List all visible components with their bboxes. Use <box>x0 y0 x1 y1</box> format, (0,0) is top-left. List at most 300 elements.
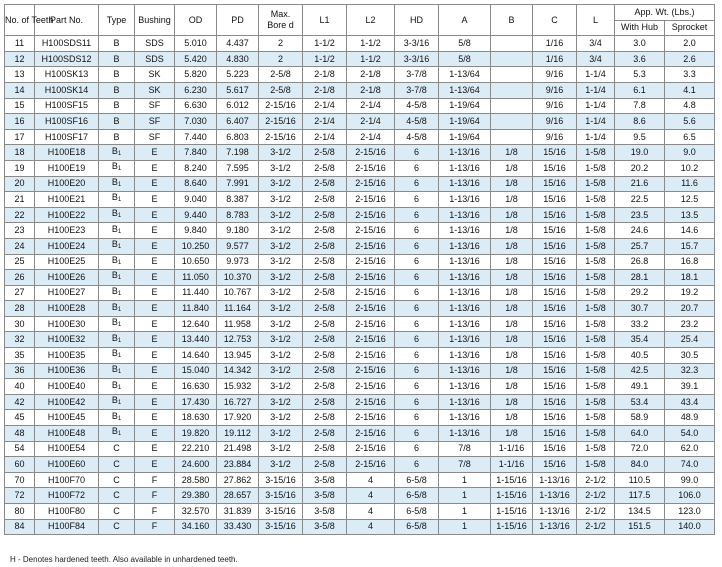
cell-part-no: H100E22 <box>35 207 99 223</box>
table-row <box>5 82 715 98</box>
cell-max-bore: 3-1/2 <box>259 379 303 395</box>
cell-a: 1-13/16 <box>439 238 491 254</box>
cell-l: 1-5/8 <box>577 207 615 223</box>
cell-part-no: H100E40 <box>35 379 99 395</box>
cell-od: 5.420 <box>175 51 217 67</box>
sprocket-spec-sheet <box>4 4 715 535</box>
cell-max-bore: 3-1/2 <box>259 410 303 426</box>
cell-max-bore: 3-15/16 <box>259 504 303 520</box>
cell-pd: 7.595 <box>217 160 259 176</box>
cell-od: 15.040 <box>175 363 217 379</box>
cell-weight-sprocket: 30.5 <box>665 348 715 364</box>
cell-b: 1/8 <box>491 301 533 317</box>
cell-b: 1/8 <box>491 426 533 442</box>
cell-l2: 2-15/16 <box>347 348 395 364</box>
cell-type: B1 <box>99 270 135 286</box>
type-subscript: 1 <box>117 259 122 266</box>
cell-type: C <box>99 504 135 520</box>
cell-l: 1-5/8 <box>577 254 615 270</box>
cell-l2: 2-15/16 <box>347 301 395 317</box>
cell-part-no: H100SF17 <box>35 129 99 145</box>
cell-bushing: F <box>135 488 175 504</box>
cell-teeth: 12 <box>5 51 35 67</box>
cell-l1: 1-1/2 <box>303 51 347 67</box>
cell-l: 2-1/2 <box>577 472 615 488</box>
table-row <box>5 332 715 348</box>
table-row <box>5 285 715 301</box>
header-b: B <box>491 5 533 36</box>
cell-od: 12.640 <box>175 316 217 332</box>
cell-hd: 6 <box>395 301 439 317</box>
cell-type: B1 <box>99 301 135 317</box>
cell-l: 1-5/8 <box>577 145 615 161</box>
cell-teeth: 48 <box>5 426 35 442</box>
cell-max-bore: 3-1/2 <box>259 160 303 176</box>
cell-c: 1-13/16 <box>533 488 577 504</box>
cell-c: 1-13/16 <box>533 504 577 520</box>
table-row <box>5 129 715 145</box>
cell-pd: 5.617 <box>217 82 259 98</box>
cell-od: 32.570 <box>175 504 217 520</box>
cell-weight-with-hub: 134.5 <box>615 504 665 520</box>
table-row <box>5 36 715 52</box>
type-subscript: 1 <box>117 244 122 251</box>
cell-l2: 2-15/16 <box>347 145 395 161</box>
cell-c: 15/16 <box>533 457 577 473</box>
cell-l: 3/4 <box>577 36 615 52</box>
cell-bushing: E <box>135 223 175 239</box>
header-l: L <box>577 5 615 36</box>
header-weight: App. Wt. (Lbs.) <box>615 5 715 21</box>
cell-hd: 3-7/8 <box>395 67 439 83</box>
cell-l1: 2-1/4 <box>303 129 347 145</box>
cell-hd: 3-3/16 <box>395 51 439 67</box>
cell-teeth: 35 <box>5 348 35 364</box>
cell-b <box>491 67 533 83</box>
cell-l2: 2-15/16 <box>347 379 395 395</box>
cell-weight-with-hub: 25.7 <box>615 238 665 254</box>
cell-l2: 2-15/16 <box>347 238 395 254</box>
cell-part-no: H100E26 <box>35 270 99 286</box>
cell-l: 1-1/4 <box>577 129 615 145</box>
cell-b: 1/8 <box>491 285 533 301</box>
cell-hd: 6 <box>395 332 439 348</box>
type-subscript: 1 <box>117 400 122 407</box>
cell-pd: 4.437 <box>217 36 259 52</box>
cell-type: B1 <box>99 394 135 410</box>
cell-c: 15/16 <box>533 192 577 208</box>
cell-max-bore: 3-1/2 <box>259 332 303 348</box>
cell-od: 5.010 <box>175 36 217 52</box>
cell-b: 1/8 <box>491 238 533 254</box>
cell-bushing: SK <box>135 82 175 98</box>
cell-weight-sprocket: 123.0 <box>665 504 715 520</box>
cell-weight-with-hub: 5.3 <box>615 67 665 83</box>
cell-c: 15/16 <box>533 145 577 161</box>
cell-teeth: 70 <box>5 472 35 488</box>
cell-teeth: 17 <box>5 129 35 145</box>
cell-weight-sprocket: 19.2 <box>665 285 715 301</box>
cell-bushing: E <box>135 254 175 270</box>
cell-c: 15/16 <box>533 426 577 442</box>
cell-weight-sprocket: 3.3 <box>665 67 715 83</box>
cell-c: 15/16 <box>533 301 577 317</box>
cell-weight-sprocket: 10.2 <box>665 160 715 176</box>
cell-pd: 6.803 <box>217 129 259 145</box>
cell-max-bore: 3-1/2 <box>259 207 303 223</box>
cell-teeth: 22 <box>5 207 35 223</box>
cell-l1: 2-5/8 <box>303 457 347 473</box>
header-l2: L2 <box>347 5 395 36</box>
cell-c: 15/16 <box>533 441 577 457</box>
cell-c: 1-13/16 <box>533 519 577 535</box>
cell-weight-with-hub: 151.5 <box>615 519 665 535</box>
cell-part-no: H100E60 <box>35 457 99 473</box>
cell-l2: 2-1/4 <box>347 98 395 114</box>
cell-l: 1-5/8 <box>577 301 615 317</box>
cell-hd: 6 <box>395 410 439 426</box>
cell-l1: 2-5/8 <box>303 394 347 410</box>
cell-od: 11.440 <box>175 285 217 301</box>
cell-c: 9/16 <box>533 129 577 145</box>
cell-pd: 13.945 <box>217 348 259 364</box>
cell-c: 15/16 <box>533 254 577 270</box>
cell-c: 15/16 <box>533 223 577 239</box>
cell-weight-sprocket: 4.1 <box>665 82 715 98</box>
cell-type: B <box>99 82 135 98</box>
cell-teeth: 28 <box>5 301 35 317</box>
cell-hd: 6-5/8 <box>395 504 439 520</box>
cell-a: 1-13/16 <box>439 207 491 223</box>
cell-a: 1-13/16 <box>439 410 491 426</box>
cell-od: 17.430 <box>175 394 217 410</box>
cell-type: B <box>99 98 135 114</box>
cell-hd: 6 <box>395 348 439 364</box>
cell-l: 3/4 <box>577 51 615 67</box>
cell-teeth: 23 <box>5 223 35 239</box>
cell-weight-sprocket: 99.0 <box>665 472 715 488</box>
cell-c: 9/16 <box>533 67 577 83</box>
cell-c: 15/16 <box>533 379 577 395</box>
cell-type: B1 <box>99 176 135 192</box>
cell-type: B1 <box>99 426 135 442</box>
cell-l1: 2-5/8 <box>303 301 347 317</box>
cell-c: 1-13/16 <box>533 472 577 488</box>
table-row <box>5 51 715 67</box>
cell-type: B1 <box>99 207 135 223</box>
cell-weight-with-hub: 117.5 <box>615 488 665 504</box>
cell-hd: 6 <box>395 270 439 286</box>
cell-teeth: 19 <box>5 160 35 176</box>
cell-b: 1/8 <box>491 223 533 239</box>
cell-teeth: 27 <box>5 285 35 301</box>
cell-b: 1/8 <box>491 410 533 426</box>
cell-l: 1-5/8 <box>577 410 615 426</box>
cell-pd: 4.830 <box>217 51 259 67</box>
cell-l1: 2-5/8 <box>303 426 347 442</box>
cell-hd: 6 <box>395 160 439 176</box>
cell-part-no: H100E45 <box>35 410 99 426</box>
cell-l1: 2-5/8 <box>303 348 347 364</box>
cell-bushing: E <box>135 285 175 301</box>
cell-teeth: 25 <box>5 254 35 270</box>
cell-part-no: H100SK13 <box>35 67 99 83</box>
cell-b: 1/8 <box>491 316 533 332</box>
cell-hd: 6 <box>395 394 439 410</box>
cell-weight-sprocket: 13.5 <box>665 207 715 223</box>
cell-teeth: 20 <box>5 176 35 192</box>
cell-type: B1 <box>99 363 135 379</box>
type-subscript: 1 <box>117 181 122 188</box>
cell-a: 7/8 <box>439 457 491 473</box>
cell-l: 1-5/8 <box>577 160 615 176</box>
cell-b: 1/8 <box>491 363 533 379</box>
cell-pd: 9.180 <box>217 223 259 239</box>
cell-teeth: 26 <box>5 270 35 286</box>
cell-weight-with-hub: 84.0 <box>615 457 665 473</box>
cell-a: 1 <box>439 519 491 535</box>
cell-c: 15/16 <box>533 410 577 426</box>
cell-l2: 1-1/2 <box>347 36 395 52</box>
cell-max-bore: 3-1/2 <box>259 176 303 192</box>
cell-part-no: H100E25 <box>35 254 99 270</box>
type-subscript: 1 <box>117 353 122 360</box>
cell-type: B1 <box>99 379 135 395</box>
type-subscript: 1 <box>117 322 122 329</box>
cell-l1: 2-5/8 <box>303 192 347 208</box>
table-row <box>5 457 715 473</box>
cell-pd: 28.657 <box>217 488 259 504</box>
cell-hd: 6 <box>395 379 439 395</box>
cell-type: C <box>99 441 135 457</box>
cell-part-no: H100E24 <box>35 238 99 254</box>
cell-od: 16.630 <box>175 379 217 395</box>
cell-l1: 2-5/8 <box>303 379 347 395</box>
cell-l: 1-1/4 <box>577 114 615 130</box>
cell-weight-sprocket: 74.0 <box>665 457 715 473</box>
cell-bushing: E <box>135 192 175 208</box>
cell-weight-sprocket: 140.0 <box>665 519 715 535</box>
cell-type: B1 <box>99 254 135 270</box>
cell-a: 1-13/16 <box>439 270 491 286</box>
cell-pd: 8.387 <box>217 192 259 208</box>
cell-weight-with-hub: 72.0 <box>615 441 665 457</box>
cell-weight-sprocket: 54.0 <box>665 426 715 442</box>
cell-b: 1-15/16 <box>491 472 533 488</box>
cell-a: 1-19/64 <box>439 98 491 114</box>
cell-a: 1-13/16 <box>439 316 491 332</box>
cell-l: 1-5/8 <box>577 238 615 254</box>
cell-b: 1/8 <box>491 379 533 395</box>
cell-type: B1 <box>99 348 135 364</box>
cell-weight-with-hub: 23.5 <box>615 207 665 223</box>
cell-l: 1-5/8 <box>577 223 615 239</box>
cell-max-bore: 3-1/2 <box>259 145 303 161</box>
table-row <box>5 160 715 176</box>
cell-bushing: E <box>135 441 175 457</box>
cell-l2: 2-15/16 <box>347 285 395 301</box>
cell-pd: 16.727 <box>217 394 259 410</box>
cell-bushing: E <box>135 348 175 364</box>
cell-max-bore: 3-1/2 <box>259 394 303 410</box>
cell-part-no: H100E27 <box>35 285 99 301</box>
cell-hd: 6 <box>395 207 439 223</box>
cell-od: 9.040 <box>175 192 217 208</box>
header-max-bore: Max. Bore d <box>259 5 303 36</box>
table-row <box>5 270 715 286</box>
cell-weight-sprocket: 32.3 <box>665 363 715 379</box>
cell-l1: 2-1/4 <box>303 114 347 130</box>
cell-weight-sprocket: 43.4 <box>665 394 715 410</box>
cell-b <box>491 82 533 98</box>
cell-weight-sprocket: 18.1 <box>665 270 715 286</box>
cell-l: 1-5/8 <box>577 270 615 286</box>
cell-l: 1-1/4 <box>577 98 615 114</box>
cell-weight-with-hub: 35.4 <box>615 332 665 348</box>
type-subscript: 1 <box>117 228 122 235</box>
cell-weight-with-hub: 33.2 <box>615 316 665 332</box>
cell-l2: 2-15/16 <box>347 316 395 332</box>
cell-l1: 3-5/8 <box>303 504 347 520</box>
cell-od: 18.630 <box>175 410 217 426</box>
cell-weight-with-hub: 3.0 <box>615 36 665 52</box>
cell-max-bore: 3-1/2 <box>259 270 303 286</box>
cell-bushing: SF <box>135 114 175 130</box>
cell-part-no: H100E36 <box>35 363 99 379</box>
cell-part-no: H100F80 <box>35 504 99 520</box>
cell-c: 15/16 <box>533 270 577 286</box>
cell-bushing: F <box>135 519 175 535</box>
cell-pd: 11.164 <box>217 301 259 317</box>
cell-hd: 6 <box>395 176 439 192</box>
cell-pd: 10.370 <box>217 270 259 286</box>
cell-weight-sprocket: 15.7 <box>665 238 715 254</box>
cell-l2: 4 <box>347 488 395 504</box>
cell-l2: 2-1/8 <box>347 67 395 83</box>
cell-a: 1-13/16 <box>439 394 491 410</box>
cell-teeth: 60 <box>5 457 35 473</box>
table-row <box>5 238 715 254</box>
footnote: H - Denotes hardened teeth. Also available in unhardened teeth. <box>10 555 238 564</box>
table-row <box>5 488 715 504</box>
cell-weight-sprocket: 20.7 <box>665 301 715 317</box>
cell-max-bore: 3-1/2 <box>259 316 303 332</box>
cell-l1: 2-5/8 <box>303 160 347 176</box>
type-subscript: 1 <box>117 150 122 157</box>
cell-weight-with-hub: 22.5 <box>615 192 665 208</box>
cell-hd: 6 <box>395 254 439 270</box>
cell-l2: 2-1/8 <box>347 82 395 98</box>
cell-l: 2-1/2 <box>577 519 615 535</box>
type-subscript: 1 <box>117 431 122 438</box>
cell-od: 13.440 <box>175 332 217 348</box>
cell-od: 28.580 <box>175 472 217 488</box>
cell-a: 1-13/16 <box>439 285 491 301</box>
cell-l2: 4 <box>347 472 395 488</box>
cell-pd: 7.991 <box>217 176 259 192</box>
table-row <box>5 67 715 83</box>
header-teeth: No. of Teeth <box>5 5 35 36</box>
cell-bushing: E <box>135 379 175 395</box>
cell-l1: 2-5/8 <box>303 285 347 301</box>
cell-od: 11.050 <box>175 270 217 286</box>
cell-l: 1-5/8 <box>577 426 615 442</box>
cell-bushing: E <box>135 394 175 410</box>
cell-weight-sprocket: 16.8 <box>665 254 715 270</box>
cell-hd: 6 <box>395 238 439 254</box>
cell-hd: 4-5/8 <box>395 98 439 114</box>
cell-part-no: H100E54 <box>35 441 99 457</box>
cell-hd: 3-3/16 <box>395 36 439 52</box>
cell-type: B1 <box>99 223 135 239</box>
cell-teeth: 18 <box>5 145 35 161</box>
cell-weight-with-hub: 30.7 <box>615 301 665 317</box>
cell-b: 1/8 <box>491 207 533 223</box>
cell-a: 5/8 <box>439 36 491 52</box>
cell-weight-with-hub: 64.0 <box>615 426 665 442</box>
cell-od: 11.840 <box>175 301 217 317</box>
cell-pd: 19.112 <box>217 426 259 442</box>
cell-pd: 9.577 <box>217 238 259 254</box>
cell-c: 9/16 <box>533 82 577 98</box>
cell-hd: 4-5/8 <box>395 129 439 145</box>
cell-l2: 2-15/16 <box>347 457 395 473</box>
cell-max-bore: 2-5/8 <box>259 82 303 98</box>
table-row <box>5 410 715 426</box>
cell-bushing: SDS <box>135 51 175 67</box>
cell-weight-sprocket: 12.5 <box>665 192 715 208</box>
cell-bushing: E <box>135 207 175 223</box>
cell-type: B <box>99 67 135 83</box>
cell-pd: 33.430 <box>217 519 259 535</box>
cell-weight-with-hub: 20.2 <box>615 160 665 176</box>
cell-c: 9/16 <box>533 98 577 114</box>
cell-teeth: 15 <box>5 98 35 114</box>
cell-max-bore: 3-1/2 <box>259 426 303 442</box>
cell-l: 1-5/8 <box>577 379 615 395</box>
cell-weight-with-hub: 19.0 <box>615 145 665 161</box>
cell-weight-sprocket: 25.4 <box>665 332 715 348</box>
cell-b <box>491 51 533 67</box>
cell-part-no: H100E18 <box>35 145 99 161</box>
cell-a: 1-13/16 <box>439 301 491 317</box>
cell-b: 1/8 <box>491 160 533 176</box>
cell-pd: 6.407 <box>217 114 259 130</box>
cell-weight-sprocket: 14.6 <box>665 223 715 239</box>
cell-type: B <box>99 114 135 130</box>
cell-type: C <box>99 457 135 473</box>
cell-l1: 2-5/8 <box>303 363 347 379</box>
cell-c: 15/16 <box>533 238 577 254</box>
cell-bushing: E <box>135 238 175 254</box>
cell-a: 1-13/64 <box>439 67 491 83</box>
cell-weight-with-hub: 24.6 <box>615 223 665 239</box>
cell-weight-with-hub: 28.1 <box>615 270 665 286</box>
cell-bushing: SF <box>135 98 175 114</box>
cell-a: 1 <box>439 504 491 520</box>
table-row <box>5 363 715 379</box>
cell-type: B1 <box>99 145 135 161</box>
cell-hd: 6 <box>395 363 439 379</box>
cell-max-bore: 2-15/16 <box>259 98 303 114</box>
cell-teeth: 72 <box>5 488 35 504</box>
cell-weight-sprocket: 48.9 <box>665 410 715 426</box>
cell-b: 1/8 <box>491 394 533 410</box>
cell-l: 1-5/8 <box>577 332 615 348</box>
cell-part-no: H100E19 <box>35 160 99 176</box>
cell-a: 1-13/16 <box>439 348 491 364</box>
cell-bushing: SK <box>135 67 175 83</box>
